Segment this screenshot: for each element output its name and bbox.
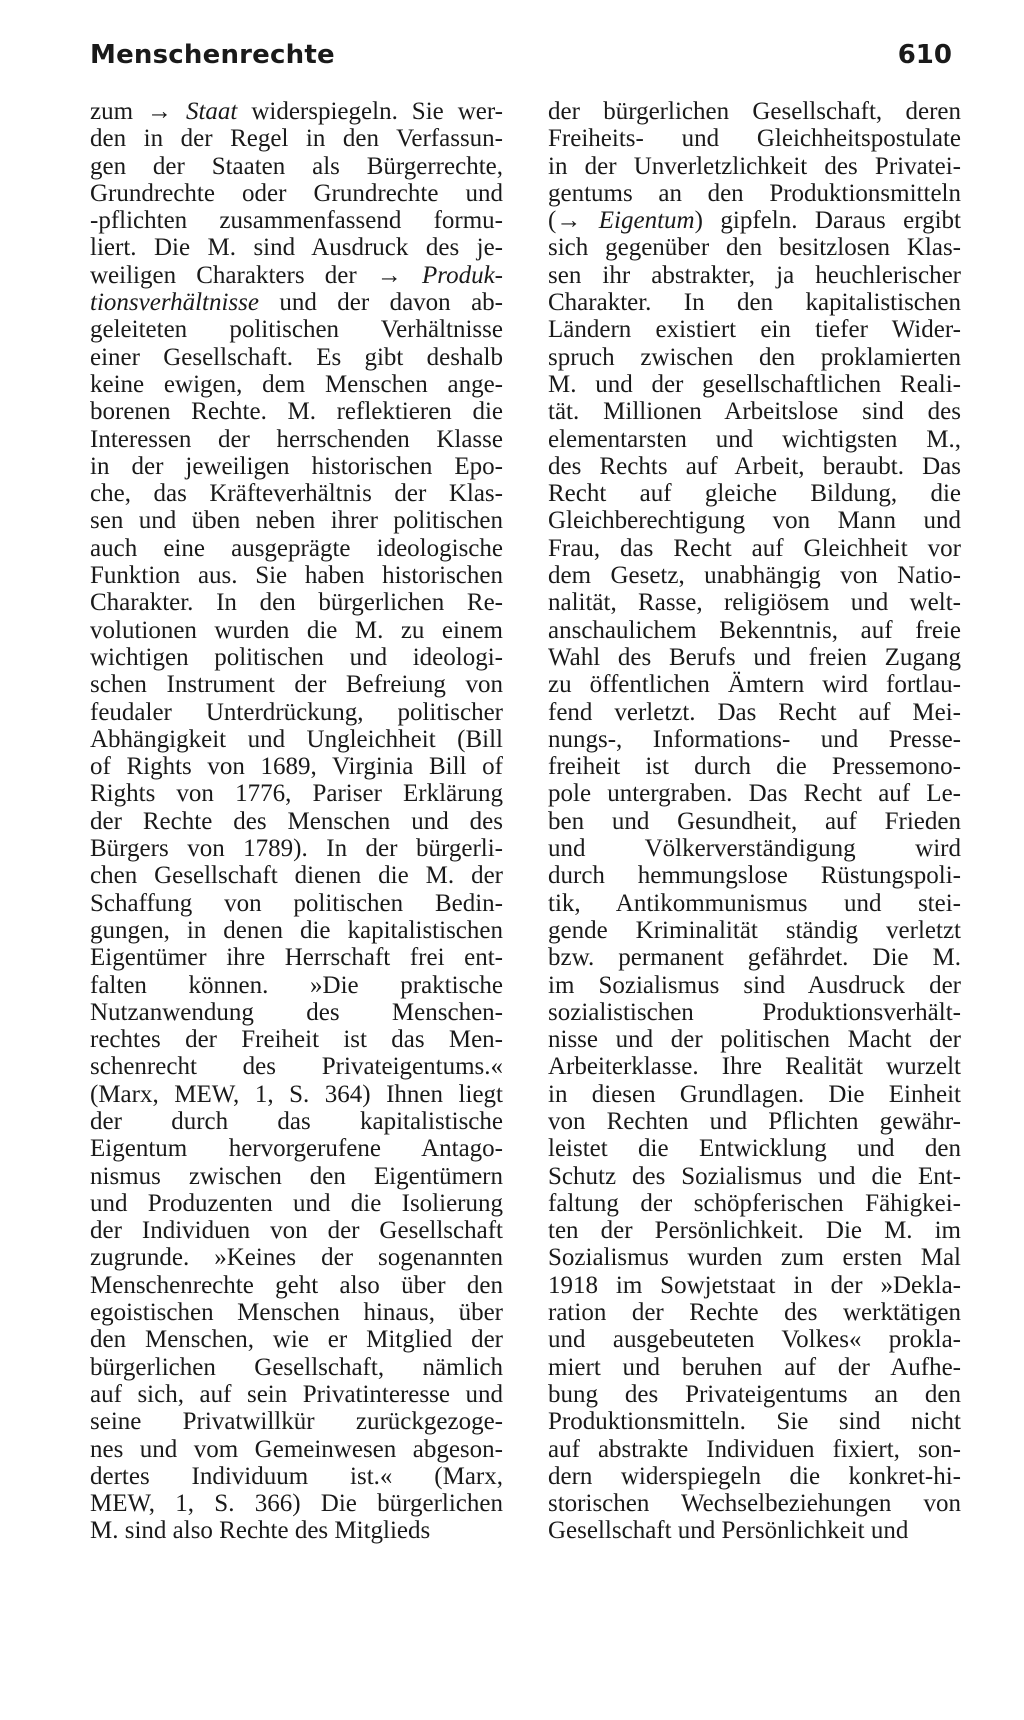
text-line: Ländern existiert ein tiefer Wider-	[548, 316, 961, 344]
text-line: anschaulichem Bekenntnis, auf freie	[548, 616, 961, 644]
text-line: nismus zwischen den Eigentümern	[90, 1162, 503, 1190]
text-line: Rights von 1776, Pariser Erklärung	[90, 780, 503, 808]
text-line: bzw. permanent gefährdet. Die M.	[548, 944, 961, 972]
text-line: Nutzanwendung des Menschen-	[90, 998, 503, 1026]
text-line: durch hemmungslose Rüstungspoli-	[548, 862, 961, 890]
text-line: Frau, das Recht auf Gleichheit vor	[548, 534, 961, 562]
text-line: sich gegenüber den besitzlosen Klas-	[548, 234, 961, 262]
text-line: 1918 im Sowjetstaat in der »Dekla-	[548, 1271, 961, 1299]
text-line: Arbeiterklasse. Ihre Realität wurzelt	[548, 1053, 961, 1081]
text-line: ration der Rechte des werktätigen	[548, 1299, 961, 1327]
text-line: ten der Persönlichkeit. Die M. im	[548, 1217, 961, 1245]
text-line: nes und vom Gemeinwesen abgeson-	[90, 1435, 503, 1463]
text-line: keine ewigen, dem Menschen ange-	[90, 370, 503, 398]
text-line: rechtes der Freiheit ist das Men-	[90, 1026, 503, 1054]
text-line: sozialistischen Produktionsverhält-	[548, 998, 961, 1026]
text-line: nungs-, Informations- und Presse-	[548, 725, 961, 753]
text-line: der durch das kapitalistische	[90, 1107, 503, 1135]
text-line: dern widerspiegeln die konkret-hi-	[548, 1462, 961, 1490]
text-line: und Völkerverständigung wird	[548, 835, 961, 863]
text-line: liert. Die M. sind Ausdruck des je-	[90, 234, 503, 262]
text-line: Freiheits- und Gleichheitspostulate	[548, 125, 961, 153]
text-line: des Rechts auf Arbeit, beraubt. Das	[548, 452, 961, 480]
text-line: nalität, Rasse, religiösem und welt-	[548, 589, 961, 617]
text-line: M. sind also Rechte des Mitglieds	[90, 1517, 431, 1545]
text-line: Eigentum hervorgerufene Antago-	[90, 1135, 503, 1163]
text-line: elementarsten und wichtigsten M.,	[548, 425, 961, 453]
text-line: im Sozialismus sind Ausdruck der	[548, 971, 961, 999]
text-line: Charakter. In den bürgerlichen Re-	[90, 589, 503, 617]
text-line: Funktion aus. Sie haben historischen	[90, 562, 503, 590]
text-line: in der Unverletzlichkeit des Privatei-	[548, 152, 961, 180]
text-line: wichtigen politischen und ideologi-	[90, 643, 503, 671]
text-line: MEW, 1, S. 366) Die bürgerlichen	[90, 1490, 503, 1518]
text-line: borenen Rechte. M. reflektieren die	[90, 398, 503, 426]
text-line: pole untergraben. Das Recht auf Le-	[548, 780, 961, 808]
text-line: tionsverhältnisse und der davon ab-	[90, 289, 503, 317]
text-line: und Produzenten und die Isolierung	[90, 1189, 503, 1217]
text-line: Wahl des Berufs und freien Zugang	[548, 643, 961, 671]
text-line: seine Privatwillkür zurückgezoge-	[90, 1408, 503, 1436]
text-line: den Menschen, wie er Mitglied der	[90, 1326, 503, 1354]
text-line: faltung der schöpferischen Fähigkei-	[548, 1189, 961, 1217]
text-line: che, das Kräfteverhältnis der Klas-	[90, 480, 503, 508]
text-line: Eigentümer ihre Herrschaft frei ent-	[90, 944, 503, 972]
text-line: gentums an den Produktionsmitteln	[548, 179, 961, 207]
text-line: auf sich, auf sein Privatinteresse und	[90, 1380, 503, 1408]
text-line: gen der Staaten als Bürgerrechte,	[90, 152, 503, 180]
text-line: und ausgebeuteten Volkes« prokla-	[548, 1326, 961, 1354]
text-line: -pflichten zusammenfassend formu-	[90, 207, 503, 235]
text-line: miert und beruhen auf der Aufhe-	[548, 1353, 961, 1381]
text-line: zum → Staat widerspiegeln. Sie wer-	[90, 98, 503, 125]
text-line: nisse und der politischen Macht der	[548, 1026, 961, 1054]
text-line: sen und üben neben ihrer politischen	[90, 507, 503, 535]
text-line: Menschenrechte geht also über den	[90, 1271, 503, 1299]
text-line: bürgerlichen Gesellschaft, nämlich	[90, 1353, 503, 1381]
text-line: volutionen wurden die M. zu einem	[90, 616, 503, 644]
text-line: Recht auf gleiche Bildung, die	[548, 480, 961, 508]
text-line: spruch zwischen den proklamierten	[548, 343, 961, 371]
text-line: of Rights von 1689, Virginia Bill of	[90, 753, 503, 781]
text-line: fend verletzt. Das Recht auf Mei-	[548, 698, 961, 726]
text-line: der bürgerlichen Gesellschaft, deren	[548, 98, 961, 125]
text-line: von Rechten und Pflichten gewähr-	[548, 1107, 961, 1135]
text-line: ben und Gesundheit, auf Frieden	[548, 807, 961, 835]
text-line: den in der Regel in den Verfassun-	[90, 125, 503, 153]
text-line: tät. Millionen Arbeitslose sind des	[548, 398, 961, 426]
text-line: chen Gesellschaft dienen die M. der	[90, 862, 503, 890]
text-line: (Marx, MEW, 1, S. 364) Ihnen liegt	[90, 1080, 503, 1108]
page-header-title: Menschenrechte	[90, 40, 335, 70]
text-line: dertes Individuum ist.« (Marx,	[90, 1462, 503, 1490]
text-line: Schutz des Sozialismus und die Ent-	[548, 1162, 961, 1190]
text-line: Gleichberechtigung von Mann und	[548, 507, 961, 535]
text-line: Abhängigkeit und Ungleichheit (Bill	[90, 725, 503, 753]
text-line: schenrecht des Privateigentums.«	[90, 1053, 503, 1081]
text-line: in der jeweiligen historischen Epo-	[90, 452, 503, 480]
text-line: schen Instrument der Befreiung von	[90, 671, 503, 699]
text-line: Sozialismus wurden zum ersten Mal	[548, 1244, 961, 1272]
right-text-column	[548, 98, 961, 1545]
text-line: leistet die Entwicklung und den	[548, 1135, 961, 1163]
text-line: Schaffung von politischen Bedin-	[90, 889, 503, 917]
text-line: falten können. »Die praktische	[90, 971, 503, 999]
text-line: gende Kriminalität ständig verletzt	[548, 916, 961, 944]
text-line: der Individuen von der Gesellschaft	[90, 1217, 503, 1245]
text-line: sen ihr abstrakter, ja heuchlerischer	[548, 261, 961, 289]
text-line: zu öffentlichen Ämtern wird fortlau-	[548, 671, 961, 699]
text-line: (→ Eigentum) gipfeln. Daraus ergibt	[548, 207, 961, 235]
text-line: Grundrechte oder Grundrechte und	[90, 179, 503, 207]
left-text-column	[90, 98, 503, 1545]
text-line: Charakter. In den kapitalistischen	[548, 289, 961, 317]
text-line: der Rechte des Menschen und des	[90, 807, 503, 835]
page-number: 610	[897, 40, 952, 70]
text-line: M. und der gesellschaftlichen Reali-	[548, 370, 961, 398]
text-line: tik, Antikommunismus und stei-	[548, 889, 961, 917]
text-line: feudaler Unterdrückung, politischer	[90, 698, 503, 726]
text-line: Bürgers von 1789). In der bürgerli-	[90, 835, 503, 863]
text-line: egoistischen Menschen hinaus, über	[90, 1299, 503, 1327]
text-line: gungen, in denen die kapitalistischen	[90, 916, 503, 944]
text-line: bung des Privateigentums an den	[548, 1380, 961, 1408]
text-line: weiligen Charakters der → Produk-	[90, 261, 503, 289]
text-line: Interessen der herrschenden Klasse	[90, 425, 503, 453]
text-line: einer Gesellschaft. Es gibt deshalb	[90, 343, 503, 371]
text-line: Gesellschaft und Persönlichkeit und	[548, 1517, 909, 1545]
text-line: storischen Wechselbeziehungen von	[548, 1490, 961, 1518]
text-line: Produktionsmitteln. Sie sind nicht	[548, 1408, 961, 1436]
text-line: in diesen Grundlagen. Die Einheit	[548, 1080, 961, 1108]
text-line: dem Gesetz, unabhängig von Natio-	[548, 562, 961, 590]
text-line: auch eine ausgeprägte ideologische	[90, 534, 503, 562]
text-line: zugrunde. »Keines der sogenannten	[90, 1244, 503, 1272]
text-line: freiheit ist durch die Pressemono-	[548, 753, 961, 781]
text-line: geleiteten politischen Verhältnisse	[90, 316, 503, 344]
text-line: auf abstrakte Individuen fixiert, son-	[548, 1435, 961, 1463]
